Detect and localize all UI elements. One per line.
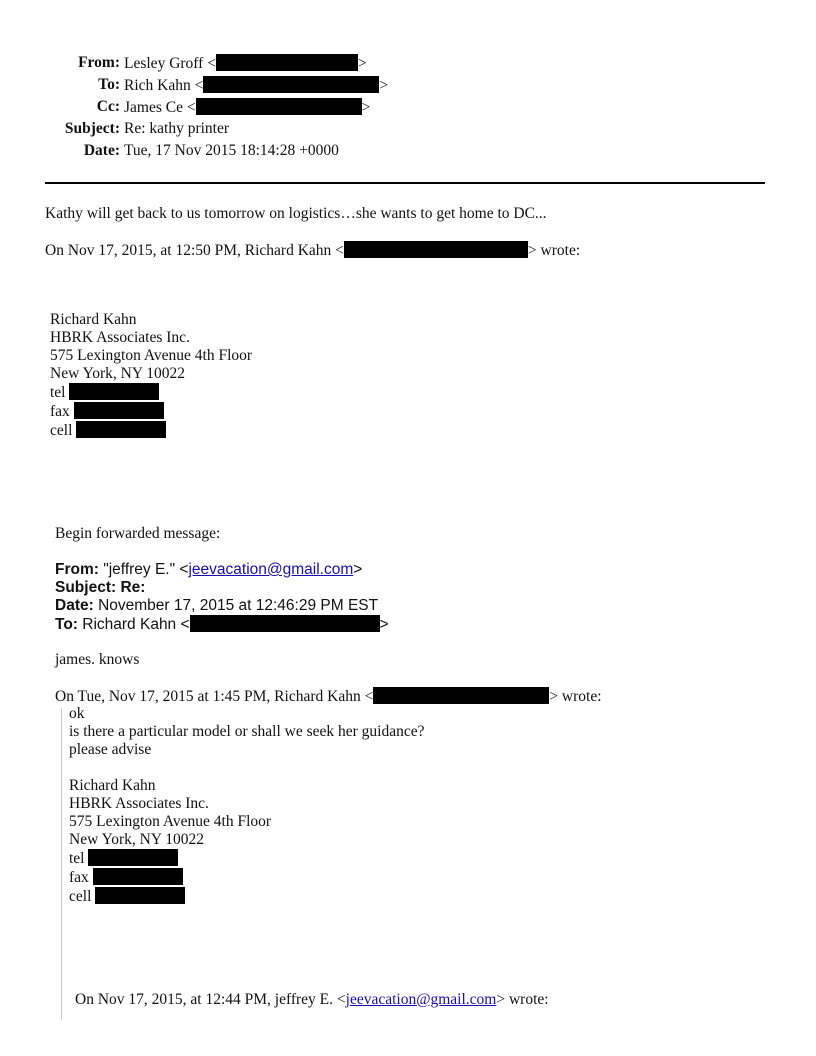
quoted-line: ok <box>69 705 85 722</box>
redaction-bar <box>190 615 380 632</box>
fwd-from-row <box>55 561 389 579</box>
redaction-bar <box>203 76 379 93</box>
signature-block <box>50 311 252 440</box>
attribution-suffix: > wrote: <box>549 688 602 705</box>
from-name: Lesley Groff < <box>124 55 216 72</box>
fwd-date-row <box>55 597 389 615</box>
bracket-close: > <box>361 99 371 116</box>
tel-label: tel <box>50 384 66 401</box>
tel-label: tel <box>69 850 85 867</box>
fwd-reply-text: james. knows <box>55 651 140 668</box>
attribution-text: On Tue, Nov 17, 2015 at 1:45 PM, Richard Kahn < <box>55 688 374 705</box>
attribution-text: On Nov 17, 2015, at 12:50 PM, Richard Kahn < <box>45 242 344 259</box>
from-value <box>124 54 367 73</box>
fwd-to-name: Richard Kahn < <box>82 616 190 633</box>
signature-fax <box>50 402 252 421</box>
cc-label: Cc: <box>96 98 120 115</box>
cell-label: cell <box>50 422 73 439</box>
redaction-bar <box>216 54 358 71</box>
signature-tel <box>69 849 271 868</box>
attribution-suffix: > wrote: <box>527 242 581 259</box>
bracket-close: > <box>357 55 367 72</box>
quote-attribution-3 <box>75 991 549 1009</box>
quoted-line: please advise <box>69 741 152 758</box>
quote-attribution-2 <box>55 687 602 706</box>
to-label: To: <box>98 76 120 93</box>
fax-label: fax <box>69 869 89 886</box>
bracket-close: > <box>379 616 389 633</box>
signature-company: HBRK Associates Inc. <box>50 329 190 346</box>
redaction-bar <box>88 849 178 866</box>
signature-cell <box>50 421 252 440</box>
redaction-bar <box>74 402 164 419</box>
fwd-from-label: From: <box>55 561 99 578</box>
signature-address: 575 Lexington Avenue 4th Floor <box>69 813 272 830</box>
fwd-subject-label: Subject: <box>55 579 117 596</box>
signature-name: Richard Kahn <box>69 777 156 794</box>
fwd-to-row <box>55 615 389 634</box>
quoted-message <box>69 705 425 759</box>
redaction-bar <box>76 421 166 438</box>
redaction-bar <box>69 383 159 400</box>
attribution-suffix: > wrote: <box>496 991 549 1008</box>
cell-label: cell <box>69 888 92 905</box>
fwd-date-label: Date: <box>55 597 94 614</box>
fwd-date-value: November 17, 2015 at 12:46:29 PM EST <box>98 597 379 614</box>
redaction-bar <box>95 887 185 904</box>
date-value: Tue, 17 Nov 2015 18:14:28 +0000 <box>124 142 339 159</box>
forwarded-header <box>55 561 389 634</box>
signature-city: New York, NY 10022 <box>69 831 205 848</box>
signature-city: New York, NY 10022 <box>50 365 186 382</box>
to-name: Rich Kahn < <box>124 77 204 94</box>
quote3-email-link[interactable]: jeevacation@gmail.com <box>345 991 497 1008</box>
attribution-text: On Nov 17, 2015, at 12:44 PM, jeffrey E. < <box>75 991 346 1008</box>
bracket-close: > <box>353 561 363 578</box>
signature-address: 575 Lexington Avenue 4th Floor <box>50 347 253 364</box>
date-label: Date: <box>83 142 120 159</box>
signature-block-2 <box>69 777 271 906</box>
header-divider <box>45 182 765 184</box>
redaction-bar <box>196 98 362 115</box>
fwd-subject-value: Re: <box>120 579 146 596</box>
signature-tel <box>50 383 252 402</box>
signature-company: HBRK Associates Inc. <box>69 795 209 812</box>
redaction-bar <box>344 241 528 258</box>
fax-label: fax <box>50 403 70 420</box>
quoted-line: is there a particular model or shall we seek her guidance? <box>69 723 425 740</box>
cc-value <box>124 98 370 117</box>
subject-value: Re: kathy printer <box>124 120 230 137</box>
blockquote-bar <box>61 708 62 1020</box>
fwd-subject-row <box>55 579 389 597</box>
signature-fax <box>69 868 271 887</box>
fwd-to-label: To: <box>55 616 78 633</box>
cc-name: James Ce < <box>124 99 196 116</box>
fwd-from-email-link[interactable]: jeevacation@gmail.com <box>188 561 354 578</box>
fwd-from-name: "jeffrey E." < <box>103 561 189 578</box>
redaction-bar <box>373 687 549 704</box>
from-label: From: <box>78 54 120 71</box>
signature-cell <box>69 887 271 906</box>
forward-intro: Begin forwarded message: <box>55 525 221 542</box>
to-value <box>124 76 388 95</box>
signature-name: Richard Kahn <box>50 311 137 328</box>
body-line: Kathy will get back to us tomorrow on logistics…she wants to get home to DC... <box>45 205 547 222</box>
redaction-bar <box>93 868 183 885</box>
subject-label: Subject: <box>64 120 120 137</box>
bracket-close: > <box>379 77 389 94</box>
quote-attribution-1 <box>45 241 580 260</box>
